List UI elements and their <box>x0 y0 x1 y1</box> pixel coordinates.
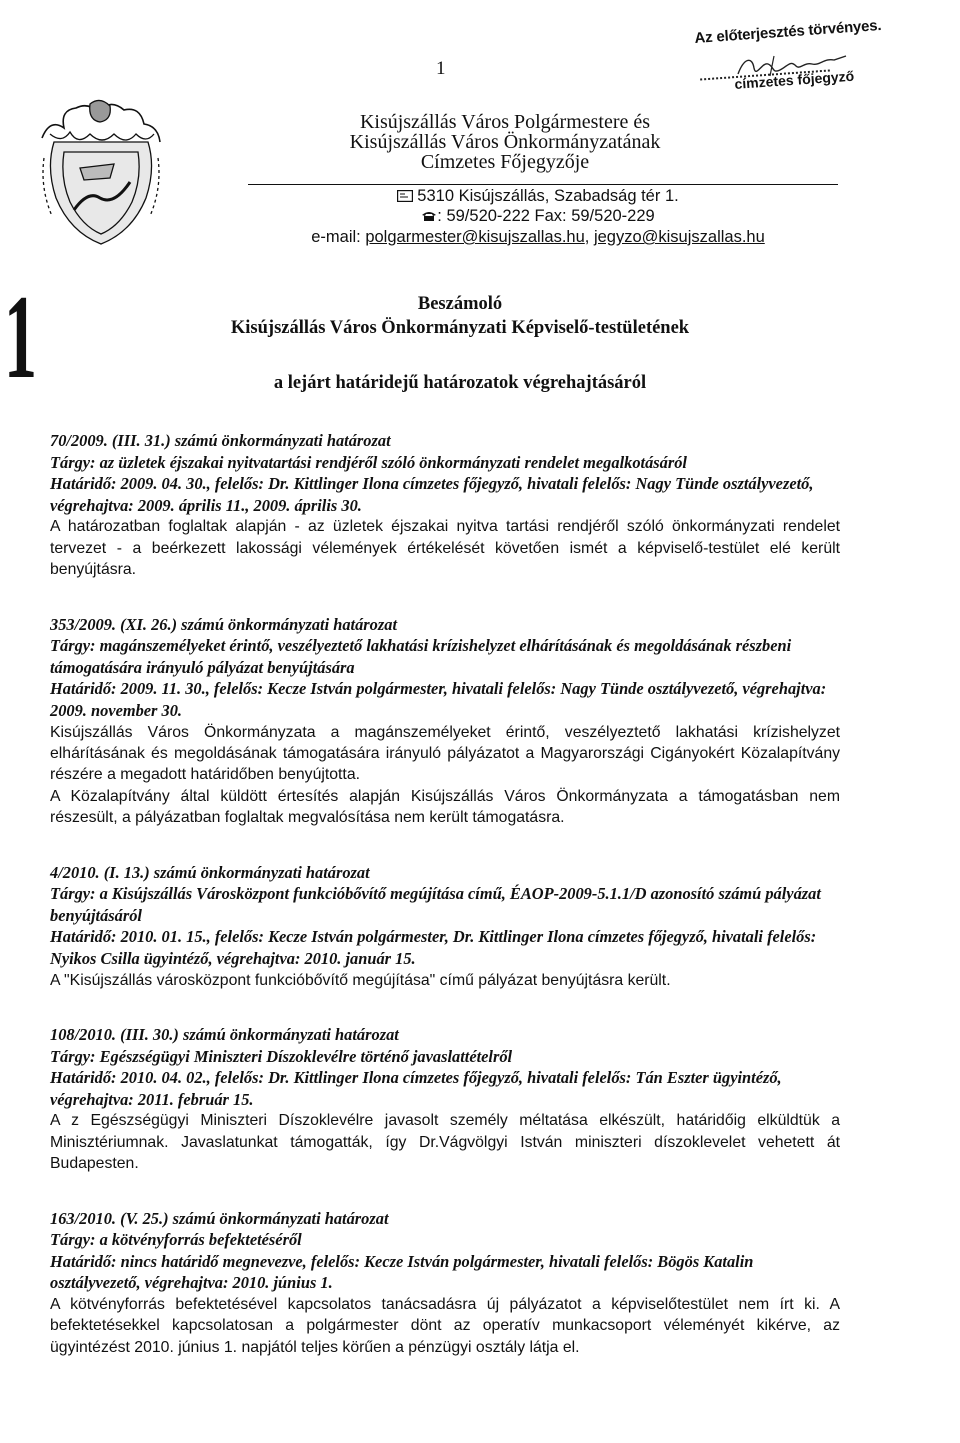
stamp-signer-title: címzetes főjegyző <box>734 67 855 92</box>
legality-stamp <box>694 16 956 100</box>
resolution-heading: 353/2009. (XI. 26.) számú önkormányzati határozat <box>50 614 397 634</box>
address-text: 5310 Kisújszállás, Szabadság tér 1. <box>417 187 679 205</box>
resolution-section <box>50 430 840 581</box>
letterhead-line-1: Kisújszállás Város Polgármestere és <box>359 111 651 133</box>
resolution-section <box>50 1208 840 1359</box>
letterhead-divider <box>248 184 838 185</box>
resolution-paragraph: A Közalapítvány által küldött értesítés alapján Kisújszállás Város Önkormányzata a támogatásban nem részesült, a pályázatban foglaltak megvalósítása nem került támogatásra. <box>50 787 840 827</box>
phone-text: : 59/520-222 Fax: 59/520-229 <box>437 207 655 225</box>
email-label: e-mail: <box>311 228 366 246</box>
resolution-deadline: Határidő: 2010. 01. 15., felelős: Kecze István polgármester, Dr. Kittlinger Ilona címzetes főjegyző, hivatali felelős: Nyikos Csilla ügyintéző, végrehajtva: 2010. január 15. <box>50 927 817 968</box>
resolution-paragraph: A z Egészségügyi Miniszteri Díszoklevélre javasolt személy méltatása elkészült, határidőig elküldtük a Minisztériumnak. Javaslatunkat támogatták, így Dr.Vágvölgyi István miniszteri díszoklevelet vehetett át Budapesten. <box>50 1112 840 1173</box>
resolution-deadline: Határidő: 2009. 04. 30., felelős: Dr. Kittlinger Ilona címzetes főjegyző, hivatali felelős: Nagy Tünde osztályvezető, végrehajtva: 2009. április 11., 2009. április 30. <box>50 474 814 515</box>
agenda-number: 1 <box>4 270 37 403</box>
email-link-notary[interactable]: jegyzo@kisujszallas.hu <box>593 228 765 246</box>
title-line-3: a lejárt határidejű határozatok végrehajtásáról <box>273 373 647 393</box>
resolution-paragraph: A kötvényforrás befektetésével kapcsolatos tanácsadásra új pályázatot a képviselőtestület nem írt ki. A befektetésekkel kapcsolatosan a polgármester dönt az operatív munkacsoport véleményét kikérve, az ügyintézést 2010. június 1. napjától teljes körűen a pénzügyi osztály látja el. <box>50 1295 840 1356</box>
report-title <box>200 293 720 394</box>
resolution-heading: 70/2009. (III. 31.) számú önkormányzati határozat <box>50 431 391 450</box>
resolution-subject: Tárgy: a kötvényforrás befektetéséről <box>50 1230 302 1250</box>
letterhead <box>170 112 840 172</box>
resolution-subject: Tárgy: a Kisújszállás Városközpont funkcióbővítő megújítása című, ÉAOP-2009-5.1.1/D azonosító számú pályázat benyújtásáról <box>50 884 821 925</box>
letterhead-email <box>258 228 818 247</box>
resolution-paragraph: A határozatban foglaltak alapján - az üzletek éjszakai nyitva tartási rendjéről szóló önkormányzati rendelet tervezet - a beérkezett lakossági vélemények értékelését követően ismét a képviselő-testület elé került benyújtásra. <box>50 518 840 579</box>
report-body <box>50 430 840 1358</box>
resolution-heading: 4/2010. (I. 13.) számú önkormányzati határozat <box>50 862 370 882</box>
email-link-mayor[interactable]: polgarmester@kisujszallas.hu <box>365 228 585 246</box>
page-number: 1 <box>436 58 446 79</box>
title-line-1: Beszámoló <box>417 294 503 314</box>
resolution-paragraph: A "Kisújszállás városközpont funkcióbővítő megújítása" című pályázat benyújtásra került. <box>50 971 671 989</box>
resolution-section <box>50 1024 840 1175</box>
resolution-heading: 108/2010. (III. 30.) számú önkormányzati határozat <box>50 1024 399 1044</box>
resolution-subject: Tárgy: Egészségügyi Miniszteri Díszoklevélre történő javaslattételről <box>50 1046 513 1066</box>
stamp-text: Az előterjesztés törvényes. <box>694 16 882 47</box>
email-separator: , <box>584 228 594 246</box>
resolution-section <box>50 862 840 991</box>
resolution-section <box>50 614 840 829</box>
telephone-icon <box>421 210 437 222</box>
resolution-subject: Tárgy: magánszemélyeket érintő, veszélyeztető lakhatási krízishelyzet elhárításának és megoldásának részbeni támogatására irányuló pályázat benyújtására <box>50 636 792 677</box>
resolution-deadline: Határidő: 2010. 04. 02., felelős: Dr. Kittlinger Ilona címzetes főjegyző, hivatali felelős: Tán Eszter ügyintéző, végrehajtva: 2011. február 15. <box>50 1068 782 1109</box>
title-line-2: Kisújszállás Város Önkormányzati Képviselő-testületének <box>230 318 690 338</box>
resolution-deadline: Határidő: 2009. 11. 30., felelős: Kecze István polgármester, hivatali felelős: Nagy Tünde osztályvezető, végrehajtva: 2009. november 30. <box>50 679 827 720</box>
resolution-deadline: Határidő: nincs határidő megnevezve, felelős: Kecze István polgármester, hivatali felelős: Bögös Katalin osztályvezető, végrehajtva: 2010. június 1. <box>50 1251 754 1293</box>
resolution-subject: Tárgy: az üzletek éjszakai nyitvatartási rendjéről szóló önkormányzati rendelet megalkotásáról <box>50 452 687 472</box>
letterhead-line-2: Kisújszállás Város Önkormányzatának <box>349 131 661 153</box>
resolution-heading: 163/2010. (V. 25.) számú önkormányzati határozat <box>50 1208 389 1228</box>
letterhead-line-3: Címzetes Főjegyzője <box>420 151 590 173</box>
envelope-icon <box>397 190 413 202</box>
letterhead-address <box>258 186 818 206</box>
letterhead-phone <box>258 207 818 226</box>
coat-of-arms-icon <box>40 98 162 248</box>
resolution-paragraph: Kisújszállás Város Önkormányzata a magánszemélyeket érintő, veszélyeztető lakhatási krízishelyzet elhárításának és megoldásának támogatására irányuló pályázatot a Magyarországi Cigányokért Közalapítvány részére a megadott határidőben benyújtotta. <box>50 723 840 784</box>
